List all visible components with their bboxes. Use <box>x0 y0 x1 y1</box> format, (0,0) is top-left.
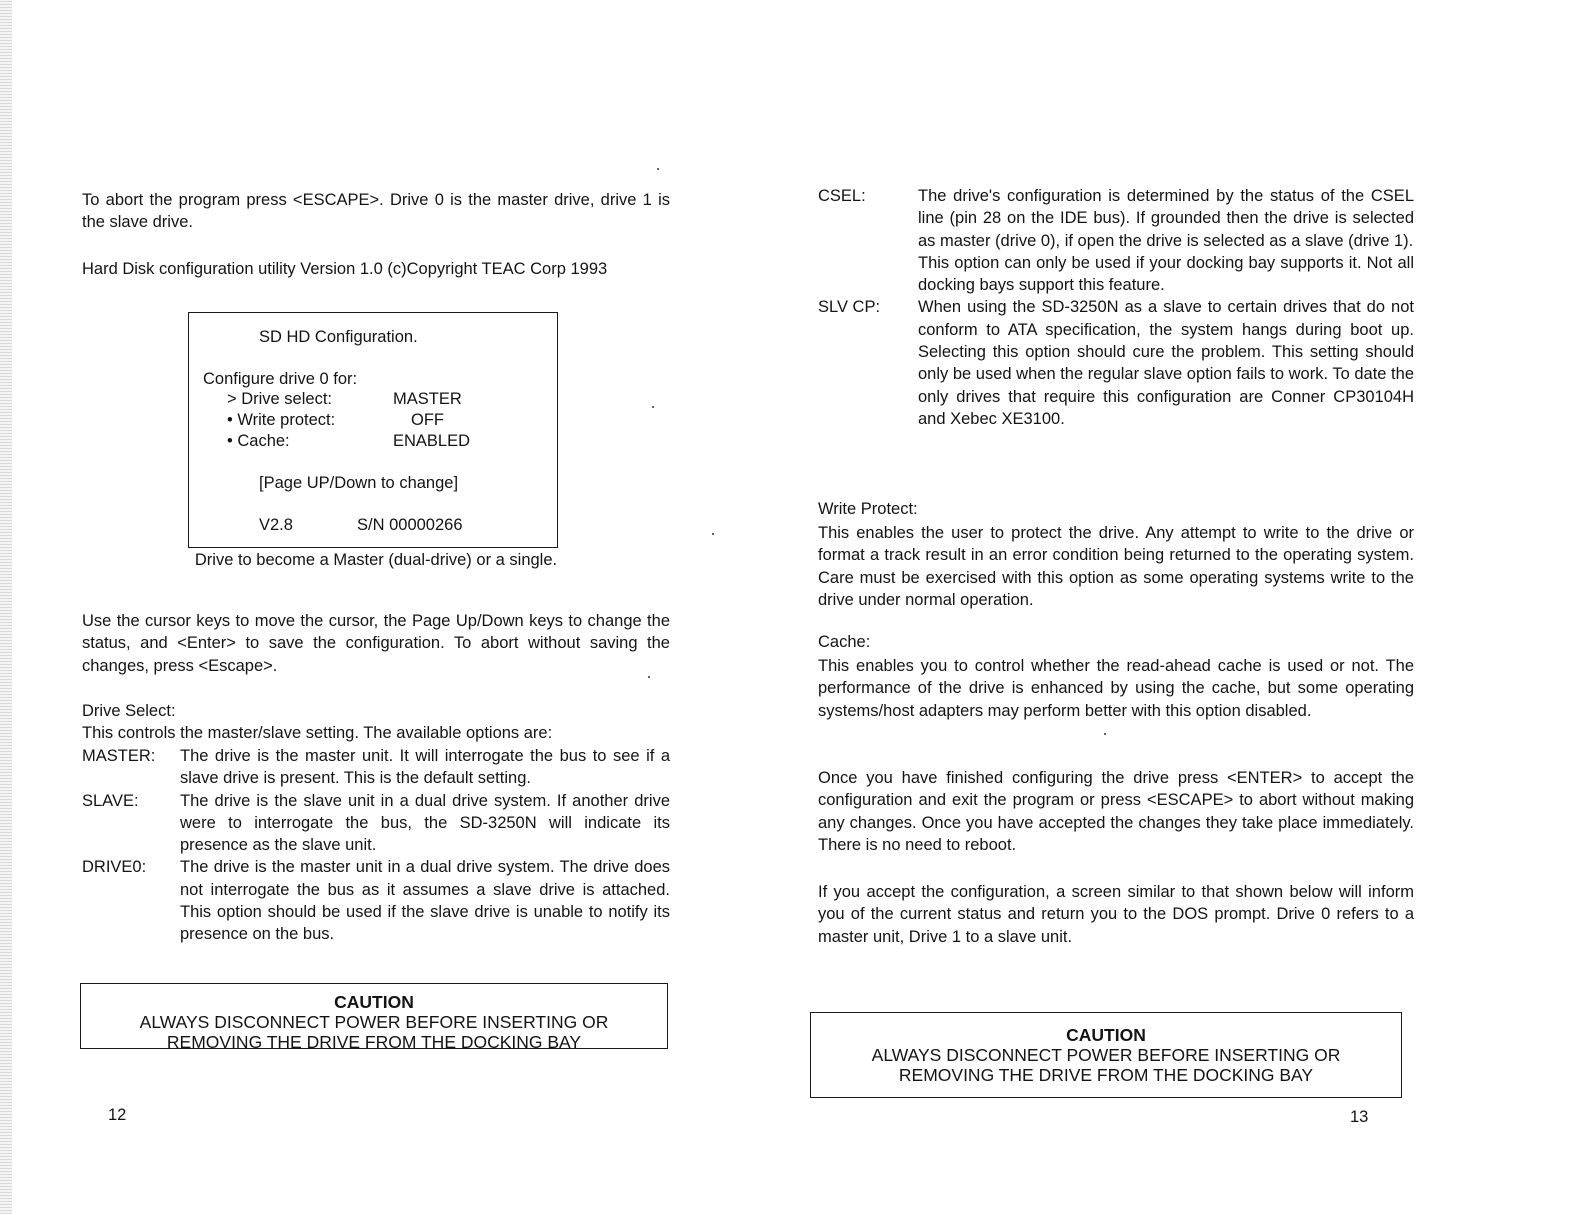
figure-caption: Drive to become a Master (dual-drive) or a single. <box>194 551 558 569</box>
intro-paragraph: To abort the program press <ESCAPE>. Drive 0 is the master drive, drive 1 is the slave drive. <box>82 191 670 232</box>
option-description-text: The drive's configuration is determined by the status of the CSEL line (pin 28 on the IDE bus). If grounded then the drive is selected as master (drive 0), if open the drive is selected as a slave (drive 1). <box>918 187 1414 250</box>
option-description: When using the SD-3250N as a slave to certain drives that do not conform to ATA specification, the system hangs during boot up. Selecting this option should cure the problem. This setting should only be used when the regular slave option fails to work. To date the only drives that require this configuration are Conner CP30104H and Xebec XE3100. <box>918 298 1414 428</box>
caution-line: ALWAYS DISCONNECT POWER BEFORE INSERTING OR <box>871 1045 1341 1065</box>
screen-row-label: • Write protect: <box>227 411 336 429</box>
screen-row-value: OFF <box>411 411 444 429</box>
option-slave <box>82 790 670 857</box>
caution-line: ALWAYS DISCONNECT POWER BEFORE INSERTING OR <box>139 1012 609 1032</box>
drive-select-intro: This controls the master/slave setting. The available options are: <box>82 724 553 742</box>
drive-select-options-continued <box>818 185 1414 430</box>
screen-row-write-protect <box>227 410 444 431</box>
screen-row-cache <box>227 431 470 452</box>
screen-title: SD HD Configuration. <box>259 328 418 346</box>
option-term: CSEL: <box>818 187 866 205</box>
cache-heading: Cache: <box>818 633 871 651</box>
page-13 <box>818 0 1414 1214</box>
drive-select-heading: Drive Select: <box>82 702 176 720</box>
screen-row-drive-select <box>227 389 462 410</box>
write-protect-heading: Write Protect: <box>818 500 918 518</box>
option-drive0 <box>82 856 670 945</box>
binding-edge <box>0 0 12 1214</box>
drive-select-options <box>82 745 670 946</box>
page-12 <box>82 0 670 1214</box>
option-term: DRIVE0: <box>82 858 147 877</box>
option-term: MASTER: <box>82 747 156 765</box>
screen-row-value: ENABLED <box>393 432 471 450</box>
accept-paragraph: If you accept the configuration, a screen similar to that shown below will inform you of the current status and return you to the DOS prompt. Drive 0 refers to a master unit, Drive 1 to a slave unit. <box>818 883 1414 946</box>
option-description: The drive is the master unit in a dual drive system. The drive does not interrogate the bus as it assumes a slave drive is attached. This option should be used if the slave drive is unable to notify its presence on the bus. <box>180 858 670 944</box>
caution-title: CAUTION <box>334 992 414 1012</box>
screen-serial: S/N 00000266 <box>357 516 463 534</box>
option-master <box>82 745 670 790</box>
scan-speck <box>652 406 654 408</box>
config-screen-box <box>188 312 558 548</box>
scan-speck <box>657 168 659 170</box>
cache-paragraph: This enables you to control whether the read-ahead cache is used or not. The performance of the drive is enhanced by using the cache, but some operating systems/host adapters may perform better with this option disabled. <box>818 657 1414 720</box>
utility-version-line: Hard Disk configuration utility Version 1.0 (c)Copyright TEAC Corp 1993 <box>82 260 608 278</box>
caution-line: REMOVING THE DRIVE FROM THE DOCKING BAY <box>898 1065 1314 1085</box>
usage-paragraph: Use the cursor keys to move the cursor, the Page Up/Down keys to change the status, and <Enter> to save the configuration. To abort without saving the changes, press <Escape>. <box>82 612 670 675</box>
option-description: The drive is the master unit. It will interrogate the bus to see if a slave drive is present. This is the default setting. <box>180 747 670 788</box>
option-note: This option can only be used if your docking bay supports it. Not all docking bays support this feature. <box>918 253 1414 295</box>
screen-configure-line: Configure drive 0 for: <box>203 370 358 388</box>
caution-box <box>810 1012 1402 1098</box>
option-description <box>918 185 1414 296</box>
page-number: 13 <box>1350 1108 1369 1126</box>
screen-row-label: • Cache: <box>227 432 290 450</box>
finish-paragraph: Once you have finished configuring the drive press <ENTER> to accept the configuration and exit the program or press <ESCAPE> to abort without making any changes. Once you have accepted the changes they take place immediately. There is no need to reboot. <box>818 769 1414 854</box>
scan-speck <box>712 533 714 535</box>
screen-version: V2.8 <box>259 516 293 534</box>
caution-line: REMOVING THE DRIVE FROM THE DOCKING BAY <box>166 1032 582 1052</box>
option-description: The drive is the slave unit in a dual drive system. If another drive were to interrogate the bus, the SD-3250N will indicate its presence as the slave unit. <box>180 791 670 855</box>
scan-speck <box>648 676 650 678</box>
option-term: SLAVE: <box>82 791 139 810</box>
write-protect-paragraph: This enables the user to protect the drive. Any attempt to write to the drive or format a track result in an error condition being returned to the operating system. Care must be exercised with this option as some operating systems write to the drive under normal operation. <box>818 524 1414 609</box>
screen-row-value: MASTER <box>393 390 462 408</box>
caution-title: CAUTION <box>1066 1025 1146 1045</box>
screen-row-label: > Drive select: <box>227 390 332 408</box>
option-slv-cp <box>818 296 1414 430</box>
option-csel <box>818 185 1414 296</box>
screen-hint: [Page UP/Down to change] <box>259 474 459 492</box>
caution-box <box>80 983 668 1052</box>
option-term: SLV CP: <box>818 298 881 317</box>
scan-speck <box>1104 733 1106 735</box>
page-number: 12 <box>108 1106 127 1124</box>
